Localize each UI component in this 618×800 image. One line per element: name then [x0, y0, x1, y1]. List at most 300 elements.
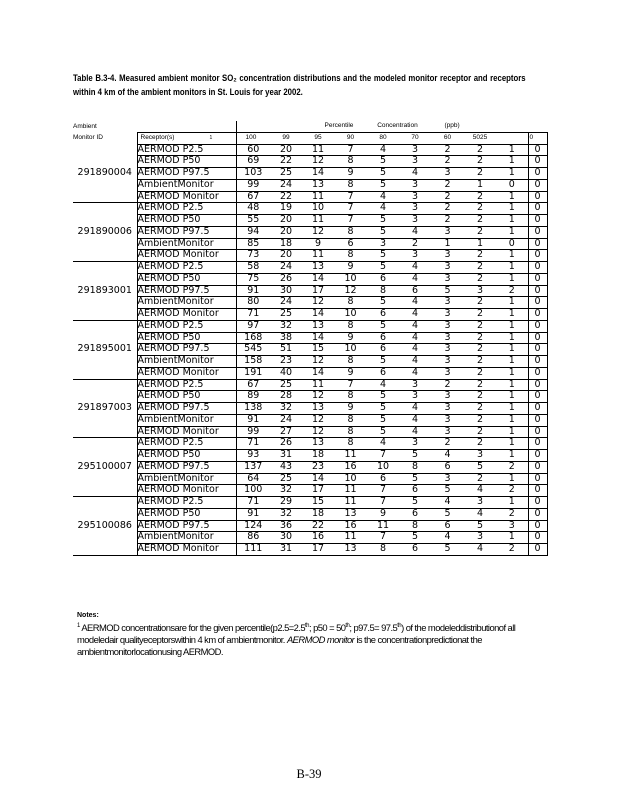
value-cell: 4 [399, 309, 431, 321]
value-cell: 6 [399, 508, 431, 520]
value-cell: 3 [399, 191, 431, 203]
value-cell: 18 [302, 450, 334, 462]
receptor-cell: AERMOD Monitor [137, 544, 236, 556]
table-row [73, 144, 547, 156]
value-cell: 8 [334, 414, 367, 426]
value-cell: 5 [367, 297, 399, 309]
value-cell: 2 [464, 438, 496, 450]
value-cell: 12 [302, 426, 334, 438]
value-cell: 6 [367, 367, 399, 379]
value-cell: 6 [399, 544, 431, 556]
receptor-cell: AmbientMonitor [137, 473, 236, 485]
value-cell: 2 [464, 320, 496, 332]
table-row [73, 215, 547, 227]
receptor-cell: AERMOD P50 [137, 332, 236, 344]
value-cell: 73 [236, 250, 270, 262]
value-cell: 4 [464, 485, 496, 497]
value-cell: 13 [334, 508, 367, 520]
value-cell: 5 [464, 461, 496, 473]
value-cell: 137 [236, 461, 270, 473]
receptor-cell: AERMOD Monitor [137, 309, 236, 321]
table-caption: Table B.3-4. Measured ambient monitor SO₂ concentration distributions and the modeled monitor receptor and receptors within 4 km of the ambient monitors in St. Louis for year 2002. [73, 73, 526, 98]
value-cell: 8 [334, 250, 367, 262]
value-cell: 3 [431, 273, 464, 285]
receptor-cell: AERMOD P97.5 [137, 344, 236, 356]
value-cell: 0 [528, 250, 547, 262]
value-cell: 22 [270, 156, 302, 168]
value-cell: 2 [464, 144, 496, 156]
value-cell: 5 [399, 473, 431, 485]
value-cell: 11 [302, 191, 334, 203]
value-cell: 168 [236, 332, 270, 344]
value-cell: 40 [270, 367, 302, 379]
value-cell: 11 [367, 520, 399, 532]
value-cell: 2 [464, 273, 496, 285]
receptor-cell: AERMOD P2.5 [137, 203, 236, 215]
value-cell: 1 [496, 367, 528, 379]
value-cell: 2 [464, 367, 496, 379]
value-cell: 2 [431, 203, 464, 215]
value-cell: 1 [496, 356, 528, 368]
value-cell: 1 [496, 450, 528, 462]
table-row [73, 508, 547, 520]
value-cell: 1 [496, 414, 528, 426]
value-cell: 2 [464, 379, 496, 391]
monitor-id-cell: 291890004 [73, 144, 137, 203]
value-cell: 0 [528, 215, 547, 227]
value-cell: 1 [496, 320, 528, 332]
value-cell: 13 [302, 262, 334, 274]
header-pct [496, 132, 528, 144]
value-cell: 3 [431, 344, 464, 356]
value-cell: 3 [431, 367, 464, 379]
value-cell: 3 [464, 450, 496, 462]
value-cell: 2 [464, 356, 496, 368]
value-cell: 5 [431, 508, 464, 520]
value-cell: 2 [464, 156, 496, 168]
value-cell: 6 [399, 285, 431, 297]
value-cell: 3 [431, 356, 464, 368]
monitor-id-cell: 291890006 [73, 203, 137, 262]
value-cell: 545 [236, 344, 270, 356]
value-cell: 3 [431, 403, 464, 415]
notes-heading: Notes: [77, 612, 99, 619]
value-cell: 69 [236, 156, 270, 168]
value-cell: 17 [302, 485, 334, 497]
value-cell: 3 [399, 250, 431, 262]
value-cell: 0 [528, 332, 547, 344]
receptor-cell: AERMOD P2.5 [137, 438, 236, 450]
header-units: (ppb) [444, 122, 460, 129]
value-cell: 0 [528, 391, 547, 403]
value-cell: 3 [399, 179, 431, 191]
value-cell: 1 [496, 344, 528, 356]
value-cell: 4 [399, 403, 431, 415]
header-pct: 0 [528, 132, 547, 144]
value-cell: 5 [431, 485, 464, 497]
value-cell: 2 [464, 215, 496, 227]
value-cell: 9 [334, 403, 367, 415]
value-cell: 10 [367, 461, 399, 473]
value-cell: 1 [496, 309, 528, 321]
value-cell: 1 [496, 226, 528, 238]
value-cell: 5 [399, 450, 431, 462]
value-cell: 2 [496, 485, 528, 497]
value-cell: 3 [431, 297, 464, 309]
value-cell: 12 [302, 356, 334, 368]
table-row [73, 203, 547, 215]
value-cell: 29 [270, 497, 302, 509]
value-cell: 3 [399, 203, 431, 215]
header-pct: 99 [270, 132, 302, 144]
value-cell: 1 [496, 497, 528, 509]
value-cell: 30 [270, 532, 302, 544]
value-cell: 0 [528, 344, 547, 356]
value-cell: 19 [270, 203, 302, 215]
value-cell: 1 [496, 273, 528, 285]
table-row [73, 297, 547, 309]
value-cell: 4 [399, 356, 431, 368]
value-cell: 4 [399, 414, 431, 426]
value-cell: 3 [399, 156, 431, 168]
value-cell: 4 [399, 426, 431, 438]
value-cell: 0 [528, 532, 547, 544]
value-cell: 0 [528, 273, 547, 285]
receptor-cell: AmbientMonitor [137, 179, 236, 191]
value-cell: 43 [270, 461, 302, 473]
value-cell: 18 [302, 508, 334, 520]
table-row [73, 438, 547, 450]
value-cell: 0 [496, 179, 528, 191]
value-cell: 16 [334, 461, 367, 473]
value-cell: 4 [399, 297, 431, 309]
value-cell: 2 [464, 191, 496, 203]
value-cell: 86 [236, 532, 270, 544]
value-cell: 5 [367, 226, 399, 238]
value-cell: 1 [496, 297, 528, 309]
value-cell: 3 [464, 285, 496, 297]
value-cell: 4 [399, 226, 431, 238]
table-row [73, 391, 547, 403]
page-number: B-39 [296, 767, 322, 781]
value-cell: 4 [431, 497, 464, 509]
value-cell: 0 [528, 156, 547, 168]
value-cell: 1 [496, 156, 528, 168]
value-cell: 1 [496, 426, 528, 438]
header-ambient: Ambient [73, 122, 97, 130]
value-cell: 1 [496, 473, 528, 485]
value-cell: 60 [236, 144, 270, 156]
header-pct: 80 [367, 132, 399, 144]
value-cell: 10 [334, 473, 367, 485]
table-row [73, 285, 547, 297]
value-cell: 9 [334, 168, 367, 180]
header-pct: 5025 [464, 132, 496, 144]
value-cell: 4 [464, 544, 496, 556]
concentration-table [73, 121, 548, 556]
value-cell: 67 [236, 191, 270, 203]
receptor-cell: AERMOD P2.5 [137, 320, 236, 332]
value-cell: 38 [270, 332, 302, 344]
value-cell: 12 [302, 226, 334, 238]
value-cell: 3 [431, 250, 464, 262]
value-cell: 27 [270, 426, 302, 438]
value-cell: 55 [236, 215, 270, 227]
table-row [73, 497, 547, 509]
value-cell: 3 [431, 168, 464, 180]
value-cell: 0 [528, 450, 547, 462]
value-cell: 8 [334, 297, 367, 309]
receptor-cell: AERMOD Monitor [137, 485, 236, 497]
receptor-cell: AERMOD P50 [137, 273, 236, 285]
value-cell: 9 [334, 262, 367, 274]
value-cell: 14 [302, 332, 334, 344]
header-pct: 70 [399, 132, 431, 144]
value-cell: 8 [399, 520, 431, 532]
value-cell: 2 [464, 297, 496, 309]
value-cell: 124 [236, 520, 270, 532]
value-cell: 1 [496, 191, 528, 203]
value-cell: 2 [496, 544, 528, 556]
value-cell: 4 [431, 532, 464, 544]
value-cell: 6 [334, 238, 367, 250]
value-cell: 4 [367, 191, 399, 203]
value-cell: 13 [302, 179, 334, 191]
value-cell: 1 [496, 168, 528, 180]
value-cell: 0 [528, 168, 547, 180]
receptor-cell: AERMOD P97.5 [137, 520, 236, 532]
value-cell: 25 [270, 168, 302, 180]
value-cell: 4 [399, 344, 431, 356]
table-row [73, 414, 547, 426]
value-cell: 0 [528, 320, 547, 332]
value-cell: 4 [399, 262, 431, 274]
value-cell: 8 [334, 356, 367, 368]
receptor-cell: AERMOD P50 [137, 156, 236, 168]
value-cell: 11 [334, 532, 367, 544]
table-row [73, 238, 547, 250]
receptor-cell: AERMOD P97.5 [137, 168, 236, 180]
table-row [73, 426, 547, 438]
table-row [73, 403, 547, 415]
value-cell: 3 [431, 262, 464, 274]
monitor-id-cell: 295100086 [73, 497, 137, 556]
value-cell: 2 [464, 414, 496, 426]
notes-body: $^1$ AERMOD concentrationsare for the given percentile(p2.5=2.5th; p50 = 50th; p97.5= 97.5th) of the modeleddistributionof all modeledair qualityeceptorswithin 4 km of ambientmonitor. AERMOD monitor is the concentrationpredictionat the ambientmonitorlocationusing AERMOD. [77, 622, 516, 657]
value-cell: 2 [464, 250, 496, 262]
receptor-cell: AERMOD P50 [137, 215, 236, 227]
table-row [73, 356, 547, 368]
value-cell: 2 [464, 262, 496, 274]
value-cell: 2 [431, 191, 464, 203]
receptor-cell: AERMOD P50 [137, 450, 236, 462]
table-row [73, 485, 547, 497]
value-cell: 11 [334, 485, 367, 497]
value-cell: 4 [367, 379, 399, 391]
value-cell: 4 [464, 508, 496, 520]
value-cell: 9 [334, 367, 367, 379]
value-cell: 0 [528, 309, 547, 321]
value-cell: 111 [236, 544, 270, 556]
value-cell: 24 [270, 297, 302, 309]
value-cell: 22 [302, 520, 334, 532]
notes [77, 612, 547, 658]
value-cell: 0 [528, 485, 547, 497]
value-cell: 32 [270, 320, 302, 332]
value-cell: 91 [236, 508, 270, 520]
value-cell: 25 [270, 309, 302, 321]
value-cell: 5 [431, 285, 464, 297]
value-cell: 3 [464, 532, 496, 544]
value-cell: 3 [431, 426, 464, 438]
value-cell: 3 [496, 520, 528, 532]
value-cell: 3 [431, 309, 464, 321]
table-row [73, 532, 547, 544]
value-cell: 0 [528, 414, 547, 426]
value-cell: 8 [334, 426, 367, 438]
value-cell: 2 [464, 473, 496, 485]
value-cell: 31 [270, 450, 302, 462]
value-cell: 0 [528, 379, 547, 391]
value-cell: 8 [367, 544, 399, 556]
value-cell: 11 [302, 144, 334, 156]
receptor-cell: AmbientMonitor [137, 297, 236, 309]
value-cell: 3 [431, 320, 464, 332]
value-cell: 94 [236, 226, 270, 238]
header-pct: 60 [431, 132, 464, 144]
value-cell: 24 [270, 179, 302, 191]
value-cell: 4 [399, 367, 431, 379]
value-cell: 8 [334, 438, 367, 450]
value-cell: 64 [236, 473, 270, 485]
value-cell: 7 [367, 450, 399, 462]
receptor-cell: AERMOD P97.5 [137, 226, 236, 238]
value-cell: 8 [334, 391, 367, 403]
value-cell: 1 [496, 144, 528, 156]
value-cell: 7 [334, 144, 367, 156]
header-row-bottom [73, 132, 547, 144]
value-cell: 1 [496, 250, 528, 262]
value-cell: 7 [334, 379, 367, 391]
table-row [73, 262, 547, 274]
value-cell: 2 [464, 344, 496, 356]
value-cell: 7 [334, 191, 367, 203]
value-cell: 6 [367, 344, 399, 356]
value-cell: 0 [528, 356, 547, 368]
receptor-cell: AERMOD P50 [137, 508, 236, 520]
value-cell: 4 [431, 450, 464, 462]
value-cell: 0 [528, 262, 547, 274]
value-cell: 67 [236, 379, 270, 391]
value-cell: 0 [528, 285, 547, 297]
value-cell: 5 [367, 320, 399, 332]
value-cell: 4 [399, 320, 431, 332]
value-cell: 6 [431, 461, 464, 473]
value-cell: 8 [334, 179, 367, 191]
receptor-cell: AERMOD P2.5 [137, 379, 236, 391]
receptor-cell: AERMOD Monitor [137, 367, 236, 379]
value-cell: 2 [496, 508, 528, 520]
value-cell: 99 [236, 426, 270, 438]
value-cell: 58 [236, 262, 270, 274]
value-cell: 9 [334, 332, 367, 344]
monitor-id-cell: 295100007 [73, 438, 137, 497]
value-cell: 20 [270, 144, 302, 156]
table-row [73, 320, 547, 332]
value-cell: 17 [302, 285, 334, 297]
value-cell: 2 [464, 332, 496, 344]
value-cell: 0 [528, 461, 547, 473]
value-cell: 6 [399, 485, 431, 497]
value-cell: 3 [431, 332, 464, 344]
value-cell: 12 [302, 391, 334, 403]
value-cell: 0 [528, 297, 547, 309]
receptor-cell: AmbientMonitor [137, 532, 236, 544]
value-cell: 20 [270, 215, 302, 227]
value-cell: 3 [399, 438, 431, 450]
header-row-top [73, 121, 547, 132]
table-row [73, 367, 547, 379]
value-cell: 4 [399, 168, 431, 180]
value-cell: 5 [399, 497, 431, 509]
header-pct: 95 [302, 132, 334, 144]
value-cell: 12 [334, 285, 367, 297]
table-row [73, 226, 547, 238]
table-row [73, 520, 547, 532]
value-cell: 103 [236, 168, 270, 180]
value-cell: 0 [528, 438, 547, 450]
value-cell: 71 [236, 497, 270, 509]
value-cell: 18 [270, 238, 302, 250]
receptor-cell: AERMOD P2.5 [137, 262, 236, 274]
value-cell: 10 [334, 273, 367, 285]
value-cell: 75 [236, 273, 270, 285]
value-cell: 2 [464, 168, 496, 180]
value-cell: 2 [431, 179, 464, 191]
value-cell: 2 [464, 203, 496, 215]
value-cell: 14 [302, 473, 334, 485]
receptor-cell: AERMOD P97.5 [137, 285, 236, 297]
value-cell: 6 [367, 273, 399, 285]
value-cell: 80 [236, 297, 270, 309]
value-cell: 3 [399, 144, 431, 156]
value-cell: 13 [302, 438, 334, 450]
value-cell: 8 [399, 461, 431, 473]
header-percentile: Percentile [324, 122, 354, 129]
value-cell: 99 [236, 179, 270, 191]
value-cell: 0 [528, 226, 547, 238]
value-cell: 5 [367, 179, 399, 191]
value-cell: 3 [464, 497, 496, 509]
value-cell: 3 [431, 473, 464, 485]
value-cell: 12 [302, 297, 334, 309]
receptor-cell: AmbientMonitor [137, 238, 236, 250]
value-cell: 0 [528, 179, 547, 191]
value-cell: 0 [528, 544, 547, 556]
table-row [73, 473, 547, 485]
header-monitor-id: Monitor ID [73, 133, 103, 141]
value-cell: 191 [236, 367, 270, 379]
table-row [73, 450, 547, 462]
value-cell: 12 [302, 156, 334, 168]
value-cell: 4 [399, 273, 431, 285]
value-cell: 22 [270, 191, 302, 203]
value-cell: 5 [399, 532, 431, 544]
value-cell: 5 [431, 544, 464, 556]
value-cell: 138 [236, 403, 270, 415]
receptor-cell: AERMOD Monitor [137, 426, 236, 438]
value-cell: 4 [367, 438, 399, 450]
